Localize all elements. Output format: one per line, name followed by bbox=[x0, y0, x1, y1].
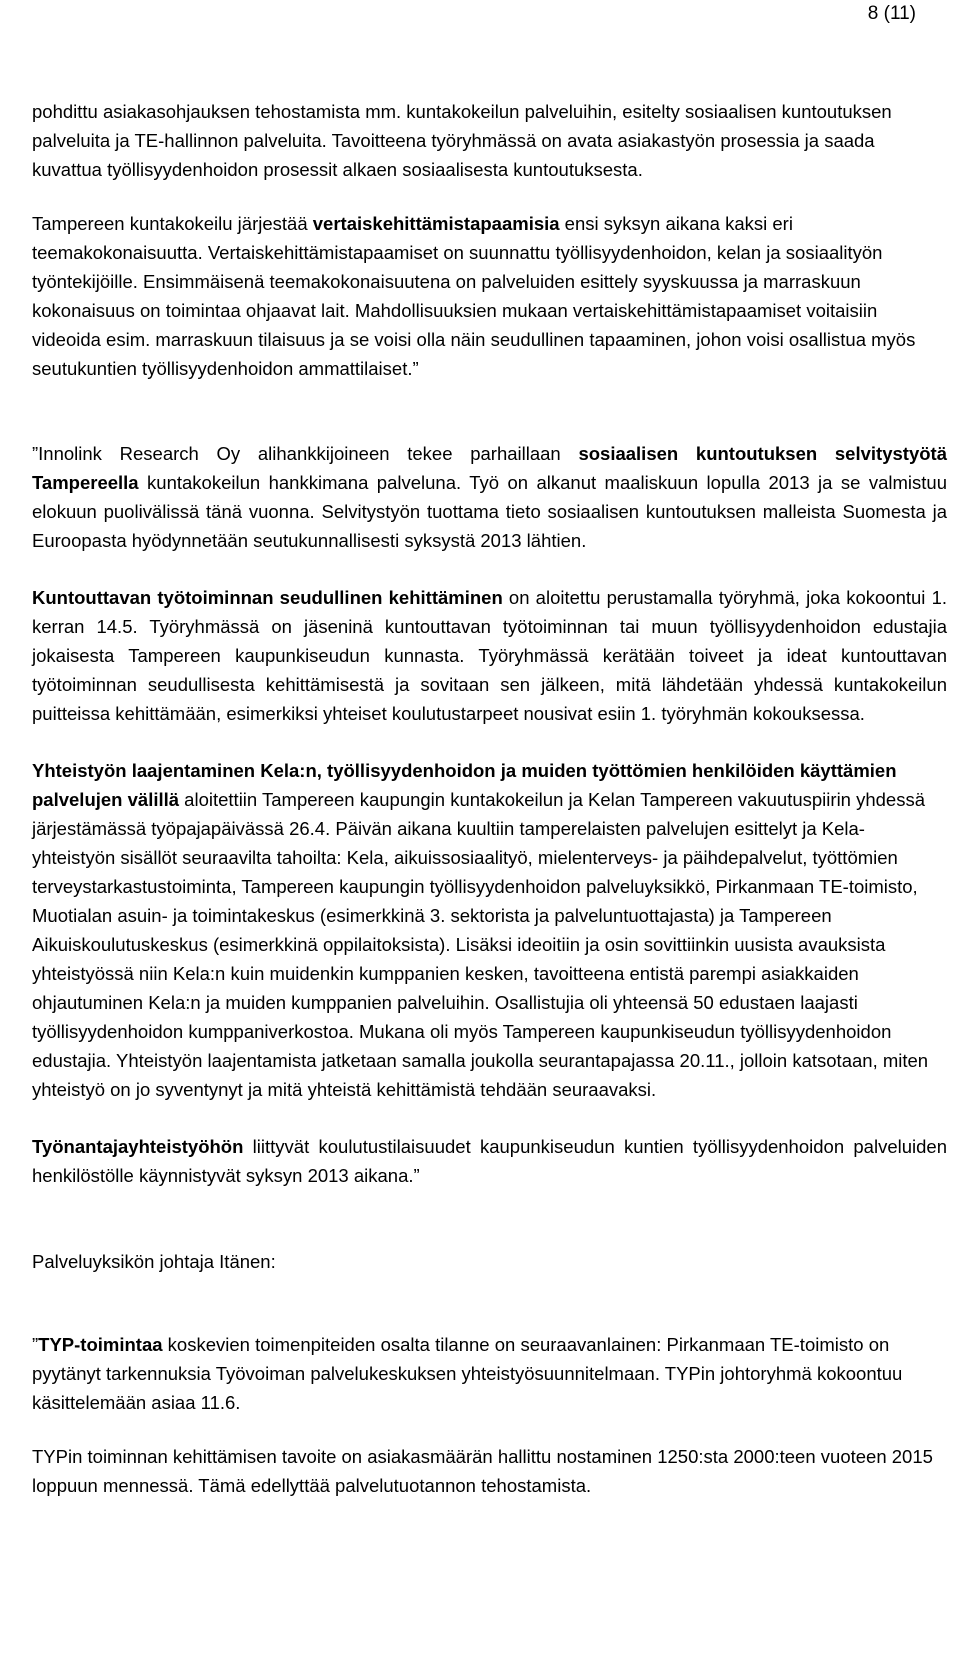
paragraph-text: aloitettiin Tampereen kaupungin kuntakokeilun ja Kelan Tampereen vakuutuspiirin yhdessä järjestämässä työpajapäivässä 26.4. Päivän aikana kuultiin tamperelaisten palvelujen esittelyt ja Kela-yhteistyön sisällöt seuraavilta tahoilta: Kela, aikuissosiaalityö, mielenterveys- ja päihdepalvelut, työttömien terveystarkastustoiminta, Tampereen kaupungin työllisyydenhoidon palveluyksikkö, Pirkanmaan TE-toimisto, Muotialan asuin- ja toimintakeskus (esimerkkinä 3. sektorista ja palveluntuottajasta) ja Tampereen Aikuiskoulutuskeskus (esimerkkinä oppilaitoksista). Lisäksi ideoitiin ja osin sovittiinkin uusista avauksista yhteistyössä niin Kela:n kuin muidenkin kumppanien kesken, tavoitteena entistä parempi asiakkaiden ohjautuminen Kela:n ja muiden kumppanien palveluihin. Osallistujia oli yhteensä 50 edustaen laajasti työllisyydenhoidon kumppaniverkostoa. Mukana oli myös Tampereen kaupunkiseudun työllisyydenhoidon edustajia. Yhteistyön laajentamista jatketaan samalla joukolla seurantapajassa 20.11., jolloin katsotaan, miten yhteistyö on jo syventynyt ja mitä yhteistä kehittämistä tehdään seuraavaksi. bbox=[32, 789, 929, 1100]
paragraph-text: on aloitettu perustamalla työryhmä, joka kokoontui 1. kerran 14.5. Työryhmässä on jäseninä kuntouttavan työtoiminnan tai muun työllisyydenhoidon edustajia jokaisesta Tampereen kaupunkiseudun kunnasta. Työryhmässä kerätään toiveet ja ideat kuntouttavan työtoiminnan seudullisesta kehittämisestä ja sovitaan sen jälkeen, mitä lähdetään yhdessä kuntakokeilun puitteissa kehittämään, esimerkiksi yhteiset koulutustarpeet nousivat esiin 1. työryhmän kokouksessa. bbox=[32, 587, 947, 724]
paragraph-text: koskevien toimenpiteiden osalta tilanne on seuraavanlainen: Pirkanmaan TE-toimisto on pyytänyt tarkennuksia Työvoiman palvelukeskuksen yhteistyösuunnitelmaan. TYPin johtoryhmä kokoontuu käsittelemään asiaa 11.6. bbox=[32, 1334, 903, 1413]
emphasis-vertaiskehittamistapaamisia: vertaiskehittämistapaamisia bbox=[312, 213, 560, 234]
emphasis-sosiaalisen-kuntoutuksen-selvitys: sosiaalisen kuntoutuksen selvitystyötä Tampereella bbox=[32, 443, 947, 493]
paragraph-kuntouttava-tyotoiminta bbox=[32, 583, 947, 728]
emphasis-kuntouttava-tyotoiminta: Kuntouttavan työtoiminnan seudullinen kehittäminen bbox=[32, 587, 503, 608]
emphasis-yhteistyon-laajentaminen: Yhteistyön laajentaminen Kela:n, työllisyydenhoidon ja muiden työttömien henkilöiden käyttämien palvelujen välillä bbox=[32, 760, 897, 810]
quote-mark: ” bbox=[32, 1334, 39, 1355]
paragraph-speaker-itanen: Palveluyksikön johtaja Itänen: bbox=[32, 1251, 276, 1272]
paragraph-asiakasohjaus: pohdittu asiakasohjauksen tehostamista mm. kuntakokeilun palveluihin, esitelty sosiaalisen kuntoutuksen palveluita ja TE-hallinnon palveluita. Tavoitteena työryhmässä on avata asiakastyön prosessia ja saada kuvattua työllisyydenhoidon prosessit alkaen sosiaalisesta kuntoutuksesta. bbox=[32, 101, 892, 180]
paragraph-tyonantajayhteistyo bbox=[32, 1132, 947, 1190]
paragraph-typ-toiminta bbox=[32, 1330, 947, 1417]
emphasis-typ-toimintaa: TYP-toimintaa bbox=[38, 1334, 163, 1355]
emphasis-tyonantajayhteistyo: Työnantajayhteistyöhön bbox=[32, 1136, 244, 1157]
page-number: 8 (11) bbox=[867, 3, 916, 24]
paragraph-vertaiskehittaminen bbox=[32, 209, 947, 383]
paragraph-text: ensi syksyn aikana kaksi eri teemakokonaisuutta. Vertaiskehittämistapaamiset on suunnattu työllisyydenhoidon, kelan ja sosiaalityön työntekijöille. Ensimmäisenä teemakokonaisuutena on palveluiden esittely syyskuussa ja marraskuun kokonaisuus on toimintaa ohjaavat lait. Mahdollisuuksien mukaan vertaiskehittämistapaamiset voitaisiin videoida esim. marraskuun tilaisuus ja se voisi olla näin seudullinen tapaaminen, johon voisi osallistua myös seutukuntien työllisyydenhoidon ammattilaiset.” bbox=[32, 213, 916, 379]
paragraph-kela-yhteistyo bbox=[32, 756, 947, 1104]
paragraph-text: liittyvät koulutustilaisuudet kaupunkiseudun kuntien työllisyydenhoidon palveluiden henkilöstölle käynnistyvät syksyn 2013 aikana.” bbox=[32, 1136, 947, 1186]
document-body bbox=[32, 97, 947, 1500]
paragraph-text: ”Innolink Research Oy alihankkijoineen tekee parhaillaan bbox=[32, 443, 579, 464]
paragraph-innolink-selvitys bbox=[32, 439, 947, 555]
paragraph-typ-tavoite: TYPin toiminnan kehittämisen tavoite on asiakasmäärän hallittu nostaminen 1250:sta 2000:teen vuoteen 2015 loppuun mennessä. Tämä edellyttää palvelutuotannon tehostamista. bbox=[32, 1446, 933, 1496]
paragraph-text: kuntakokeilun hankkimana palveluna. Työ on alkanut maaliskuun lopulla 2013 ja se valmistuu elokuun puolivälissä tänä vuonna. Selvitystyön tuottama tieto sosiaalisen kuntoutuksen malleista Suomesta ja Euroopasta hyödynnetään seutukunnallisesti syksystä 2013 lähtien. bbox=[32, 472, 947, 551]
paragraph-text: Tampereen kuntakokeilu järjestää bbox=[32, 213, 313, 234]
